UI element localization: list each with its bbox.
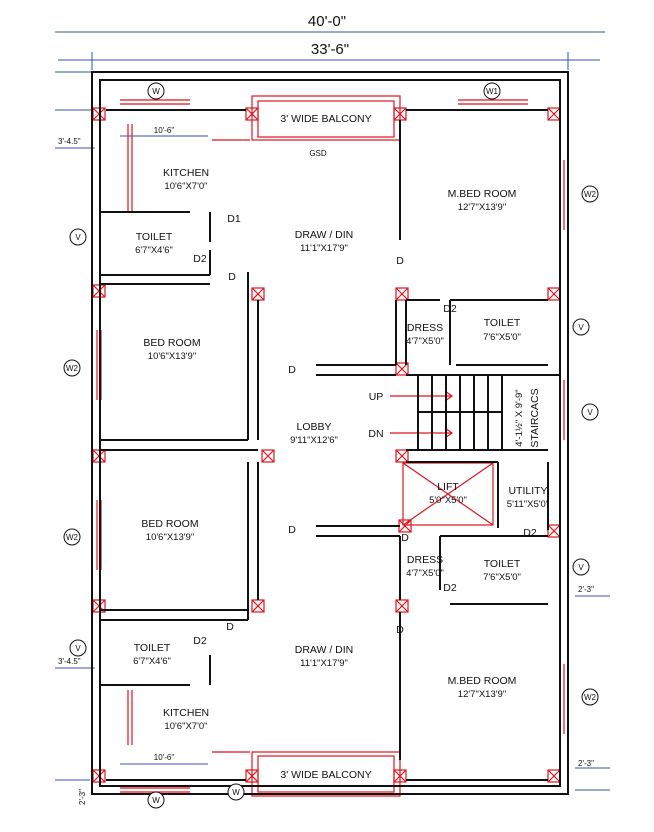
window-w2-tag-l2: W2	[66, 533, 78, 542]
lobby-name: LOBBY	[296, 421, 332, 433]
vent-v-tag-l2: V	[75, 644, 81, 653]
right-lower-dimension: 2'-3"	[578, 759, 594, 768]
door-d-tag-g: D	[401, 532, 409, 544]
lobby-size: 9'11"X12'6"	[290, 435, 338, 446]
toilet-tl-size: 6'7"X4'6"	[135, 245, 173, 256]
window-w2-tag-r2: W2	[584, 693, 596, 702]
window-w-tag-bottom-b: W	[232, 788, 240, 797]
door-d2-tag-tr: D2	[443, 303, 457, 315]
left-bottom-dimension: 3'-4.5"	[58, 657, 81, 666]
mbed-top-name: M.BED ROOM	[447, 188, 517, 200]
draw-top-name: DRAW / DIN	[294, 229, 354, 241]
window-w1-tag: W1	[486, 87, 498, 96]
window-w-tag-bottom-a: W	[152, 796, 160, 805]
vent-v-tag-r3: V	[578, 563, 584, 572]
draw-top-size: 11'1"X17'9"	[300, 243, 348, 254]
utility-name: UTILITY	[508, 485, 548, 497]
bottom-left-dimension: 2'-3"	[78, 789, 87, 805]
window-w2-tag-l1: W2	[66, 364, 78, 373]
vent-v-tag-l1: V	[75, 233, 81, 242]
balcony-bottom-label: 3' WIDE BALCONY	[280, 769, 372, 781]
door-d-tag-b: D	[228, 271, 236, 283]
stair-up-label: UP	[368, 391, 384, 403]
door-d-tag-d: D	[288, 524, 296, 536]
utility-size: 5'11"X5'0"	[506, 499, 550, 510]
vent-v-tag-r2: V	[587, 408, 593, 417]
dress-bottom-size: 4'7"X5'0"	[406, 568, 444, 579]
door-d2-tag-dr: D2	[443, 582, 457, 594]
toilet-tr-name: TOILET	[483, 317, 521, 329]
draw-bottom-name: DRAW / DIN	[294, 644, 354, 656]
door-d1-tag: D1	[227, 213, 241, 225]
kitchen-top-size: 10'6"X7'0"	[164, 181, 208, 192]
bed-bottom-size: 10'6"X13'9"	[145, 532, 195, 543]
mbed-bottom-name: M.BED ROOM	[447, 675, 517, 687]
lift-name: LIFT	[437, 481, 459, 493]
door-d2-tag-mr: D2	[523, 527, 537, 539]
toilet-br-name: TOILET	[483, 558, 521, 570]
door-d-tag-a: D	[396, 255, 404, 267]
toilet-bl-size: 6'7"X4'6"	[133, 656, 171, 667]
kitchen-top-width: 10'-6"	[153, 126, 175, 135]
kitchen-bottom-name: KITCHEN	[162, 707, 210, 719]
door-d2-tag-tl: D2	[193, 253, 207, 265]
kitchen-bottom-size: 10'6"X7'0"	[164, 721, 208, 732]
dress-top-size: 4'7"X5'0"	[406, 336, 444, 347]
toilet-tl-name: TOILET	[135, 231, 173, 243]
kitchen-bottom-width: 10'-6"	[153, 753, 175, 762]
door-d-tag-c: D	[288, 364, 296, 376]
right-upper-dimension: 2'-3"	[578, 585, 594, 594]
window-w-tag-top: W	[152, 87, 160, 96]
bed-bottom-name: BED ROOM	[141, 518, 199, 530]
dress-bottom-name: DRESS	[406, 554, 444, 566]
mbed-top-size: 12'7"X13'9"	[457, 202, 507, 213]
dress-top-name: DRESS	[406, 322, 444, 334]
vent-v-tag-r1: V	[578, 323, 584, 332]
staircase-label: STAIRCACS	[529, 388, 541, 448]
overall-width-dimension: 40'-0"	[307, 13, 347, 30]
balcony-top-label: 3' WIDE BALCONY	[280, 113, 372, 125]
door-d-tag-f: D	[396, 624, 404, 636]
door-d-tag-e: D	[226, 621, 234, 633]
lift-size: 5'0"X5'0"	[429, 495, 467, 506]
kitchen-top-name: KITCHEN	[162, 167, 210, 179]
inner-width-dimension: 33'-6"	[310, 41, 350, 58]
bed-top-size: 10'6"X13'9"	[147, 351, 197, 362]
dimension-lines	[55, 32, 610, 790]
mbed-bottom-size: 12'7"X13'9"	[457, 689, 507, 700]
draw-bottom-size: 11'1"X17'9"	[300, 658, 348, 669]
gsd-label: GSD	[309, 149, 327, 158]
bed-top-name: BED ROOM	[143, 337, 201, 349]
left-top-dimension: 3'-4.5"	[58, 137, 81, 146]
stair-dn-label: DN	[368, 428, 384, 440]
toilet-tr-size: 7'6"X5'0"	[483, 332, 521, 343]
window-w2-tag-r1: W2	[584, 190, 596, 199]
toilet-br-size: 7'6"X5'0"	[483, 572, 521, 583]
toilet-bl-name: TOILET	[133, 642, 171, 654]
staircase-size: 4'-1½" X 9'-9"	[514, 389, 525, 447]
door-d2-tag-bl: D2	[193, 635, 207, 647]
